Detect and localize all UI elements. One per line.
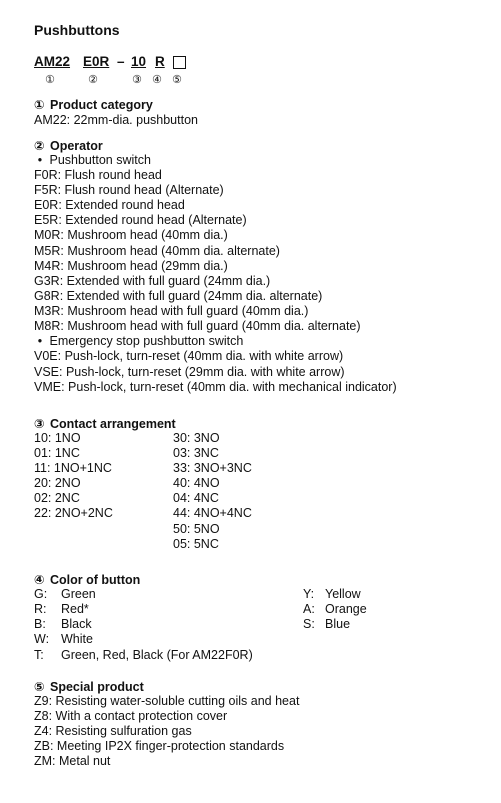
contact-item: 04: 4NC: [173, 491, 219, 505]
color-item: S: Blue: [303, 617, 351, 631]
operator-item: M3R: Mushroom head with full guard (40mm dia.): [34, 304, 309, 318]
operator-item: F5R: Flush round head (Alternate): [34, 183, 224, 197]
product-category-text: AM22: 22mm-dia. pushbutton: [34, 113, 198, 127]
special-item: Z9: Resisting water-soluble cutting oils and heat: [34, 694, 300, 708]
section-heading-contact: ③ Contact arrangement: [34, 417, 176, 431]
operator-item: E0R: Extended round head: [34, 198, 185, 212]
color-item: R: Red*: [34, 602, 89, 616]
contact-item: 05: 5NC: [173, 537, 219, 551]
section-heading-special: ⑤ Special product: [34, 680, 144, 694]
contact-item: 33: 3NO+3NC: [173, 461, 252, 475]
color-item: W: White: [34, 632, 93, 646]
contact-item: 20: 2NO: [34, 476, 81, 490]
section-heading-operator: ② Operator: [34, 139, 103, 153]
operator-item: M5R: Mushroom head (40mm dia. alternate): [34, 244, 280, 258]
contact-item: 11: 1NO+1NC: [34, 461, 112, 475]
operator-group-emergency: • Emergency stop pushbutton switch: [37, 334, 244, 348]
operator-item: F0R: Flush round head: [34, 168, 162, 182]
contact-item: 30: 3NO: [173, 431, 220, 445]
code-special-box: [173, 56, 186, 69]
color-item: A: Orange: [303, 602, 367, 616]
special-item: ZB: Meeting IP2X finger-protection standards: [34, 739, 285, 753]
special-item: ZM: Metal nut: [34, 754, 111, 768]
contact-item: 10: 1NO: [34, 431, 81, 445]
operator-item: G8R: Extended with full guard (24mm dia. alternate): [34, 289, 323, 303]
color-item: B: Black: [34, 617, 92, 631]
operator-item: G3R: Extended with full guard (24mm dia.): [34, 274, 271, 288]
code-marker-4: ④: [152, 74, 162, 86]
code-marker-1: ①: [45, 74, 55, 86]
code-marker-5: ⑤: [172, 74, 182, 86]
contact-item: 44: 4NO+4NC: [173, 506, 252, 520]
operator-item: M0R: Mushroom head (40mm dia.): [34, 228, 228, 242]
operator-group-pushbutton: • Pushbutton switch: [37, 153, 151, 167]
contact-item: 50: 5NO: [173, 522, 220, 536]
contact-item: 02: 2NC: [34, 491, 80, 505]
special-item: Z8: With a contact protection cover: [34, 709, 228, 723]
color-item: T: Green, Red, Black (For AM22F0R): [34, 648, 253, 662]
contact-item: 22: 2NO+2NC: [34, 506, 113, 520]
operator-item: V0E: Push-lock, turn-reset (40mm dia. with white arrow): [34, 349, 344, 363]
contact-item: 03: 3NC: [173, 446, 219, 460]
section-heading-product-category: ① Product category: [34, 98, 153, 112]
contact-item: 40: 4NO: [173, 476, 220, 490]
operator-item: E5R: Extended round head (Alternate): [34, 213, 247, 227]
code-operator: E0R: [83, 54, 110, 69]
page-title: Pushbuttons: [34, 22, 120, 38]
operator-item: M4R: Mushroom head (29mm dia.): [34, 259, 228, 273]
code-marker-3: ③: [132, 74, 142, 86]
code-marker-2: ②: [88, 74, 98, 86]
code-category: AM22: [34, 54, 71, 69]
section-heading-color: ④ Color of button: [34, 573, 141, 587]
special-item: Z4: Resisting sulfuration gas: [34, 724, 192, 738]
operator-item: VME: Push-lock, turn-reset (40mm dia. with mechanical indicator): [34, 380, 397, 394]
operator-item: M8R: Mushroom head with full guard (40mm dia. alternate): [34, 319, 361, 333]
code-dash: –: [117, 54, 125, 69]
code-color: R: [155, 54, 165, 69]
operator-item: VSE: Push-lock, turn-reset (29mm dia. with white arrow): [34, 365, 345, 379]
code-contact: 10: [131, 54, 147, 69]
contact-item: 01: 1NC: [34, 446, 80, 460]
color-item: Y: Yellow: [303, 587, 361, 601]
color-item: G: Green: [34, 587, 96, 601]
